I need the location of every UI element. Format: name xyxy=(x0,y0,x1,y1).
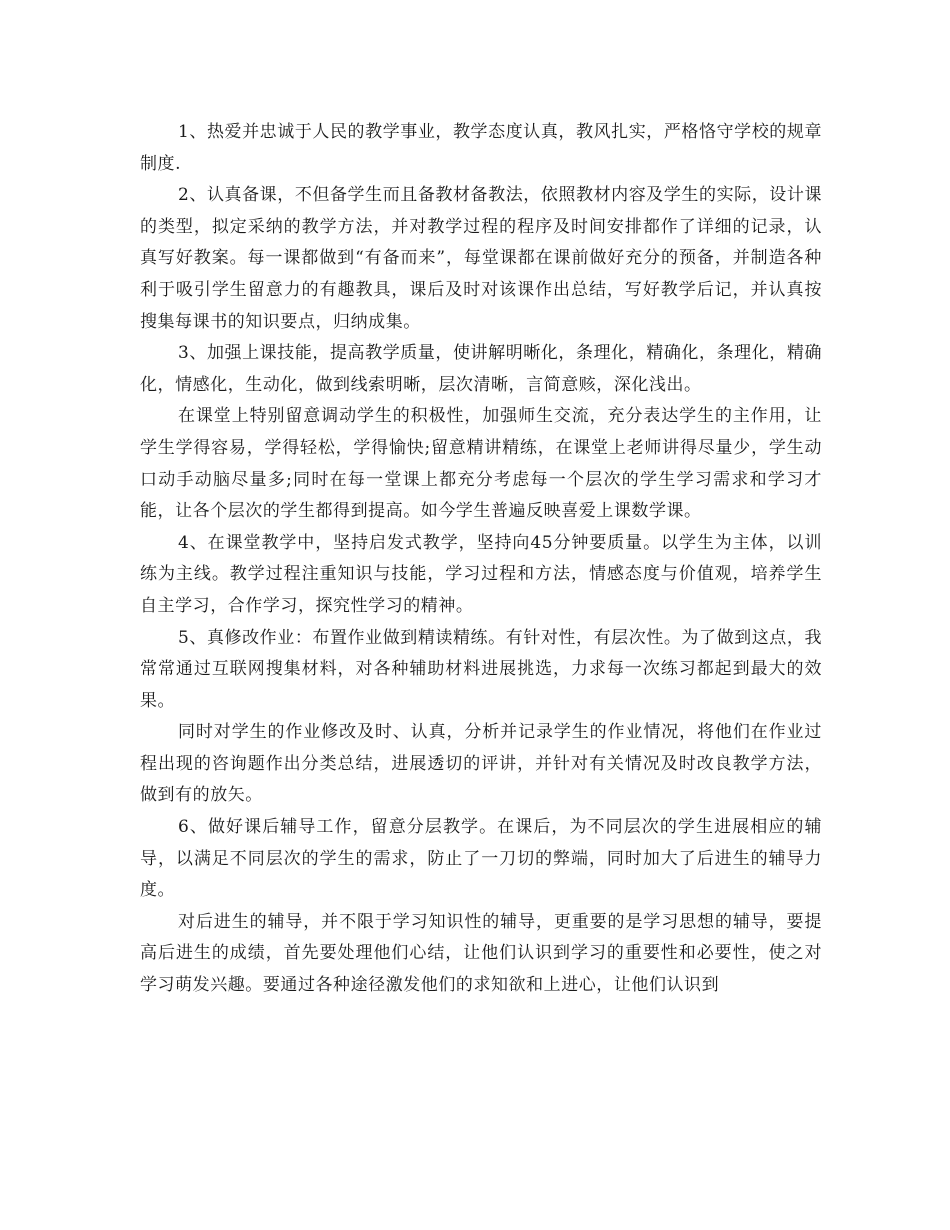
paragraph-3: 3、加强上课技能，提高教学质量，使讲解明晰化，条理化，精确化，条理化，精确化，情感化，生动化，做到线索明晰，层次清晰，言简意赅，深化浅出。 xyxy=(140,343,822,395)
paragraph-4: 在课堂上特别留意调动学生的积极性，加强师生交流，充分表达学生的主作用，让学生学得容易，学得轻松，学得愉快;留意精讲精练，在课堂上老师讲得尽量少，学生动口动手动脑尽量多;同时在每一堂课上都充分考虑每一个层次的学生学习需求和学习才能，让各个层次的学生都得到提高。如今学生普遍反映喜爱上课数学课。 xyxy=(140,406,822,522)
paragraph-5: 4、在课堂教学中，坚持启发式教学，坚持向45分钟要质量。以学生为主体，以训练为主线。教学过程注重知识与技能，学习过程和方法，情感态度与价值观，培养学生自主学习，合作学习，探究性学习的精神。 xyxy=(140,532,822,616)
paragraph-9: 对后进生的辅导，并不限于学习知识性的辅导，更重要的是学习思想的辅导，要提高后进生的成绩，首先要处理他们心结，让他们认识到学习的重要性和必要性，使之对学习萌发兴趣。要通过各种途径激发他们的求知欲和上进心，让他们认识到 xyxy=(140,911,822,996)
paragraph-7: 同时对学生的作业修改及时、认真，分析并记录学生的作业情况，将他们在作业过程出现的咨询题作出分类总结，进展透切的评讲，并针对有关情况及时改良教学方法，做到有的放矢。 xyxy=(140,722,822,806)
paragraph-2: 2、认真备课，不但备学生而且备教材备教法，依照教材内容及学生的实际，设计课的类型，拟定采纳的教学方法，并对教学过程的程序及时间安排都作了详细的记录，认真写好教案。每一课都做到“有备而来”，每堂课都在课前做好充分的预备，并制造各种利于吸引学生留意力的有趣教具，课后及时对该课作出总结，写好教学后记，并认真按搜集每课书的知识要点，归纳成集。 xyxy=(140,185,822,332)
paragraph-8: 6、做好课后辅导工作，留意分层教学。在课后，为不同层次的学生进展相应的辅导，以满足不同层次的学生的需求，防止了一刀切的弊端，同时加大了后进生的辅导力度。 xyxy=(140,817,822,901)
paragraph-1: 1、热爱并忠诚于人民的教学事业，教学态度认真，教风扎实，严格恪守学校的规章制度. xyxy=(140,122,822,174)
paragraph-6: 5、真修改作业：布置作业做到精读精练。有针对性，有层次性。为了做到这点，我常常通过互联网搜集材料，对各种辅助材料进展挑选，力求每一次练习都起到最大的效果。 xyxy=(140,627,822,711)
